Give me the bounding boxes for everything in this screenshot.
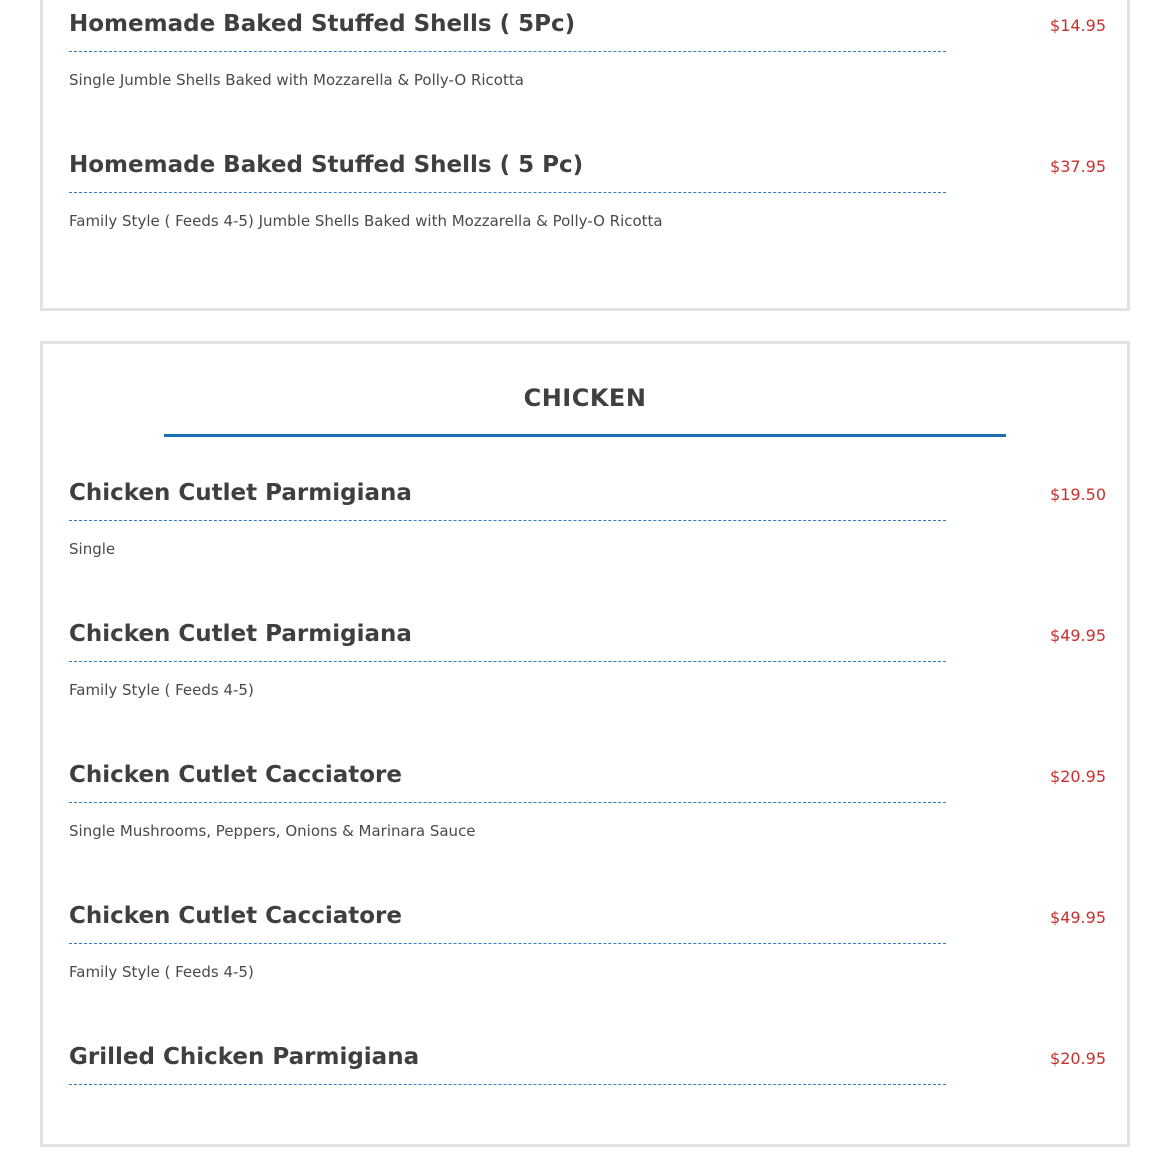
- menu-item-price: $49.95: [1050, 908, 1106, 927]
- menu-item-description: Single Mushrooms, Peppers, Onions & Marinara Sauce: [69, 822, 476, 840]
- menu-item[interactable]: [69, 152, 1106, 272]
- menu-item-name: Chicken Cutlet Parmigiana: [69, 480, 412, 506]
- menu-item-price: $20.95: [1050, 767, 1106, 786]
- menu-item-description: Family Style ( Feeds 4-5): [69, 963, 254, 981]
- menu-item[interactable]: [69, 480, 1106, 600]
- menu-section-chicken: [40, 341, 1130, 1147]
- menu-item-price: $20.95: [1050, 1049, 1106, 1068]
- menu-item-name: Chicken Cutlet Cacciatore: [69, 903, 402, 929]
- menu-section-pasta: [40, 0, 1130, 311]
- menu-item-name: Homemade Baked Stuffed Shells ( 5 Pc): [69, 152, 584, 178]
- menu-item-divider: [69, 51, 946, 52]
- menu-item-divider: [69, 661, 946, 662]
- menu-item-name: Chicken Cutlet Cacciatore: [69, 762, 402, 788]
- menu-item-description: Single: [69, 540, 116, 558]
- menu-item[interactable]: [69, 1044, 1106, 1164]
- menu-item-divider: [69, 520, 946, 521]
- menu-item-divider: [69, 192, 946, 193]
- section-title: CHICKEN: [523, 384, 647, 412]
- menu-item-name: Homemade Baked Stuffed Shells ( 5Pc): [69, 11, 576, 37]
- menu-item-divider: [69, 943, 946, 944]
- menu-item-description: Single Jumble Shells Baked with Mozzarella & Polly-O Ricotta: [69, 71, 524, 89]
- menu-item-name: Chicken Cutlet Parmigiana: [69, 621, 412, 647]
- menu-item-divider: [69, 1084, 946, 1085]
- menu-item[interactable]: [69, 903, 1106, 1023]
- menu-item-price: $37.95: [1050, 157, 1106, 176]
- menu-item-price: $19.50: [1050, 485, 1106, 504]
- menu-item-description: Family Style ( Feeds 4-5) Jumble Shells Baked with Mozzarella & Polly-O Ricotta: [69, 212, 663, 230]
- menu-item[interactable]: [69, 11, 1106, 131]
- section-title-underline: [164, 434, 1006, 437]
- menu-item-price: $14.95: [1050, 16, 1106, 35]
- menu-item-price: $49.95: [1050, 626, 1106, 645]
- menu-item[interactable]: [69, 621, 1106, 741]
- menu-item[interactable]: [69, 762, 1106, 882]
- menu-item-divider: [69, 802, 946, 803]
- menu-item-description: Family Style ( Feeds 4-5): [69, 681, 254, 699]
- menu-item-name: Grilled Chicken Parmigiana: [69, 1044, 420, 1070]
